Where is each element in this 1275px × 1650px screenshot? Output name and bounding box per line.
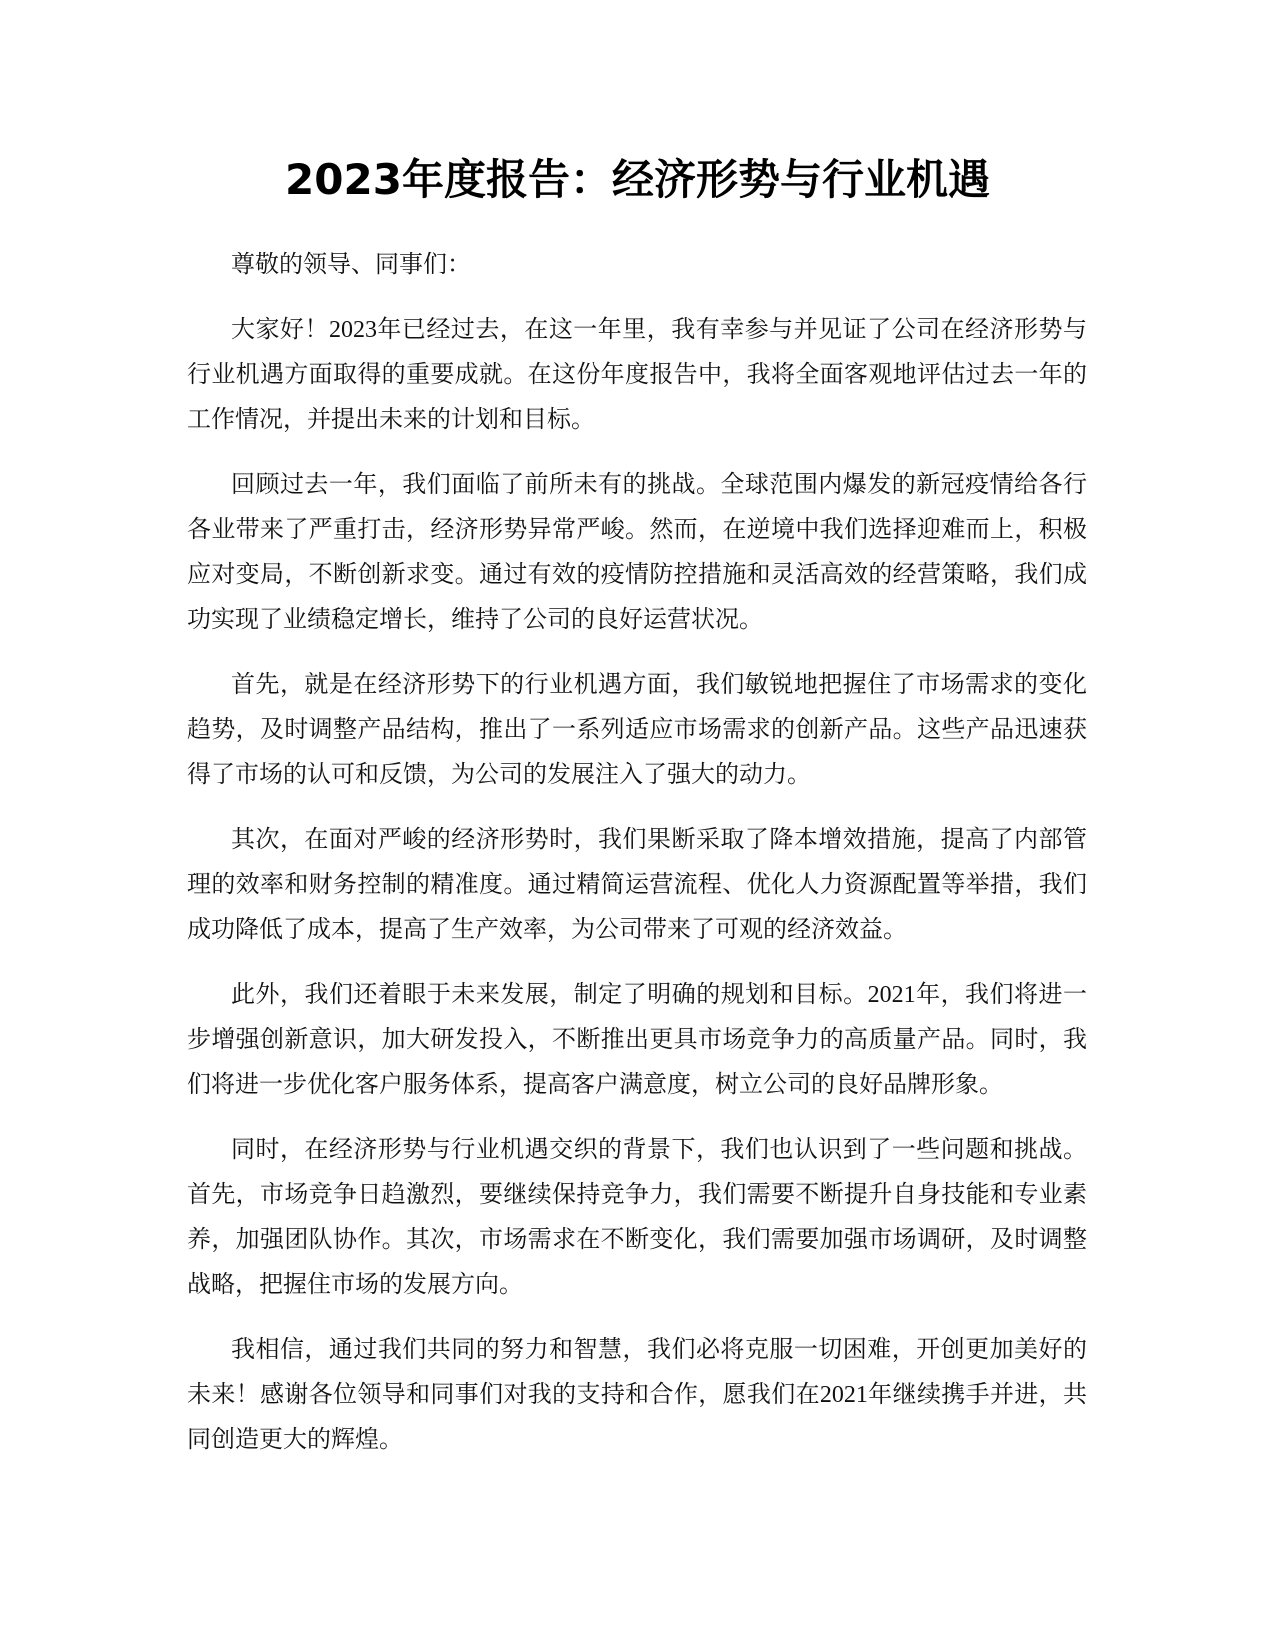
document-title: 2023年度报告：经济形势与行业机遇	[285, 155, 990, 204]
paragraph-opening: 大家好！2023年已经过去，在这一年里，我有幸参与并见证了公司在经济形势与行业机遇方面取得的重要成就。在这份年度报告中，我将全面客观地评估过去一年的工作情况，并提出未来的计划和目标。	[187, 317, 1087, 433]
paragraph-salutation: 尊敬的领导、同事们：	[231, 252, 471, 278]
paragraph-review: 回顾过去一年，我们面临了前所未有的挑战。全球范围内爆发的新冠疫情给各行各业带来了严重打击，经济形势异常严峻。然而，在逆境中我们选择迎难而上，积极应对变局，不断创新求变。通过有效的疫情防控措施和灵活高效的经营策略，我们成功实现了业绩稳定增长，维持了公司的良好运营状况。	[187, 472, 1087, 633]
paragraph-second-point: 其次，在面对严峻的经济形势时，我们果断采取了降本增效措施，提高了内部管理的效率和财务控制的精准度。通过精简运营流程、优化人力资源配置等举措，我们成功降低了成本，提高了生产效率，为公司带来了可观的经济效益。	[187, 827, 1087, 943]
paragraph-challenges: 同时，在经济形势与行业机遇交织的背景下，我们也认识到了一些问题和挑战。首先，市场竞争日趋激烈，要继续保持竞争力，我们需要不断提升自身技能和专业素养，加强团队协作。其次，市场需求在不断变化，我们需要加强市场调研，及时调整战略，把握住市场的发展方向。	[187, 1137, 1087, 1298]
paragraph-closing: 我相信，通过我们共同的努力和智慧，我们必将克服一切困难，开创更加美好的未来！感谢各位领导和同事们对我的支持和合作，愿我们在2021年继续携手并进，共同创造更大的辉煌。	[187, 1337, 1087, 1453]
paragraph-future-plan: 此外，我们还着眼于未来发展，制定了明确的规划和目标。2021年，我们将进一步增强创新意识，加大研发投入，不断推出更具市场竞争力的高质量产品。同时，我们将进一步优化客户服务体系，提高客户满意度，树立公司的良好品牌形象。	[187, 982, 1087, 1098]
document-body	[187, 243, 1087, 1483]
paragraph-first-point: 首先，就是在经济形势下的行业机遇方面，我们敏锐地把握住了市场需求的变化趋势，及时调整产品结构，推出了一系列适应市场需求的创新产品。这些产品迅速获得了市场的认可和反馈，为公司的发展注入了强大的动力。	[187, 672, 1087, 788]
